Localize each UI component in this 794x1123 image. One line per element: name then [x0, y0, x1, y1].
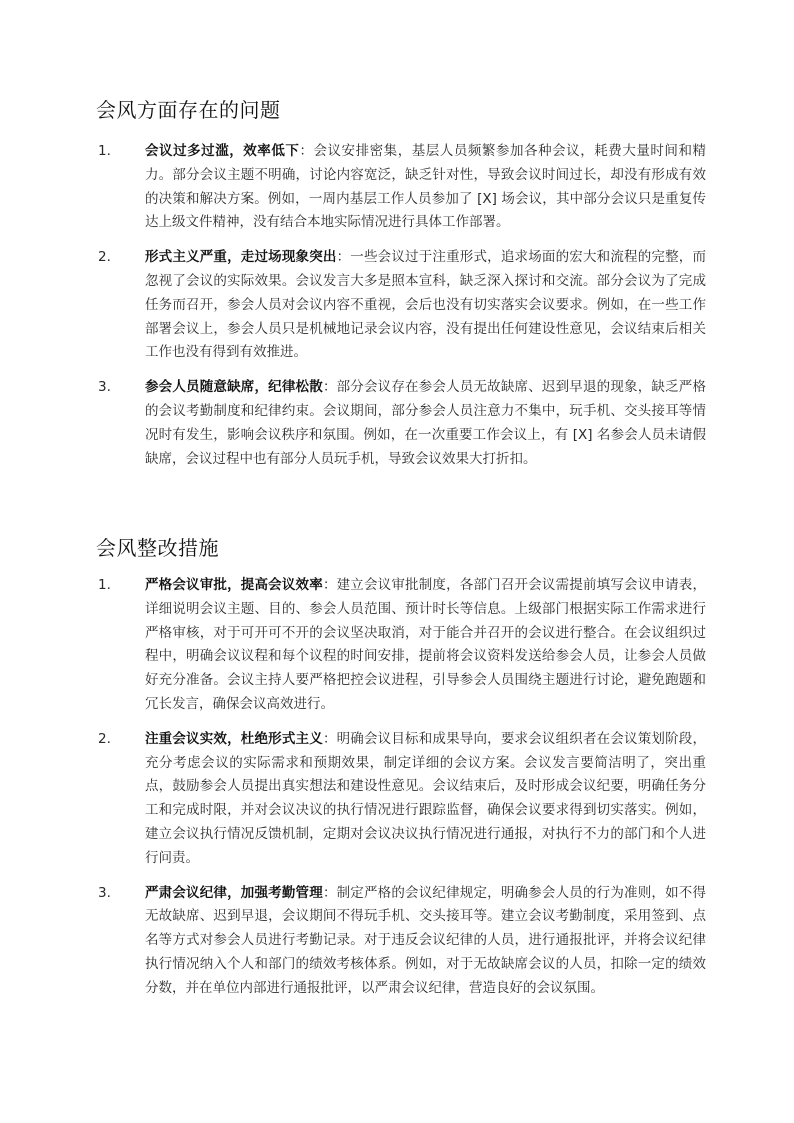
list-item-heading: 严格会议审批，提高会议效率: [145, 577, 323, 593]
section-title-measures: 会风整改措施: [96, 536, 219, 560]
list-item-heading: 参会人员随意缺席，纪律松散: [145, 379, 323, 396]
list-item-number: 1.: [98, 143, 111, 159]
measures-list: [96, 574, 706, 1012]
list-item-text: ：制定严格的会议纪律规定，明确参会人员的行为准则，如不得无故缺席、迟到早退，会议期间不得玩手机、交头接耳等。建立会议考勤制度，采用签到、点名等方式对参会人员进行考勤记录。对于违反会议纪律的人员，进行通报批评，并将会议纪律执行情况纳入个人和部门的绩效考核体系。例如，对于无故缺席会议的人员，扣除一定的绩效分数，并在单位内部进行通报批评，以严肃会议纪律，营造良好的会议氛围。: [145, 884, 706, 996]
list-item-heading: 严肃会议纪律，加强考勤管理: [145, 884, 323, 901]
list-item-number: 2.: [98, 730, 111, 747]
list-item-text: ：建立会议审批制度，各部门召开会议需提前填写会议申请表，详细说明会议主题、目的、参会人员范围、预计时长等信息。上级部门根据实际工作需求进行严格审核，对于可开可不开的会议坚决取消，对于能合并召开的会议进行整合。在会议组织过程中，明确会议议程和每个议程的时间安排，提前将会议资料发送给参会人员，让参会人员做好充分准备。会议主持人要严格把控会议进程，引导参会人员围绕主题进行讨论，避免跑题和冗长发言，确保会议高效进行。: [145, 577, 706, 712]
list-item: [96, 728, 706, 871]
list-item-number: 2.: [98, 249, 111, 266]
list-item-number: 1.: [98, 577, 111, 593]
section-title-problems: 会风方面存在的问题: [96, 98, 281, 122]
list-item-text: ：一些会议过于注重形式，追求场面的宏大和流程的完整，而忽视了会议的实际效果。会议发言大多是照本宣科，缺乏深入探讨和交流。部分会议为了完成任务而召开，参会人员对会议内容不重视，会后也没有切实落实会议要求。例如，在一些工作部署会议上，参会人员只是机械地记录会议内容，没有提出任何建设性意见，会议结束后相关工作也没有得到有效推进。: [145, 249, 706, 361]
list-item: [96, 882, 706, 1001]
list-item: [96, 376, 706, 471]
list-item: [96, 140, 706, 235]
list-item: [96, 574, 706, 717]
list-item-heading: 注重会议实效，杜绝形式主义: [145, 730, 323, 747]
list-item-text: ：部分会议存在参会人员无故缺席、迟到早退的现象，缺乏严格的会议考勤制度和纪律约束。会议期间，部分参会人员注意力不集中，玩手机、交头接耳等情况时有发生，影响会议秩序和氛围。例如，在一次重要工作会议上，有 [X] 名参会人员未请假缺席，会议过程中也有部分人员玩手机，导致会议效果大打折扣。: [145, 379, 706, 467]
list-item-number: 3.: [98, 379, 111, 396]
problems-list: [96, 140, 706, 482]
list-item-text: ：会议安排密集，基层人员频繁参加各种会议，耗费大量时间和精力。部分会议主题不明确，讨论内容宽泛，缺乏针对性，导致会议时间过长，却没有形成有效的决策和解决方案。例如，一周内基层工作人员参加了 [X] 场会议，其中部分会议只是重复传达上级文件精神，没有结合本地实际情况进行具体工作部署。: [145, 143, 707, 231]
list-item-number: 3.: [98, 884, 111, 901]
list-item: [96, 246, 706, 365]
list-item-heading: 形式主义严重，走过场现象突出: [145, 249, 337, 266]
list-item-heading: 会议过多过滥，效率低下: [145, 143, 300, 159]
list-item-text: ：明确会议目标和成果导向，要求会议组织者在会议策划阶段，充分考虑会议的实际需求和预期效果，制定详细的会议方案。会议发言要简洁明了，突出重点，鼓励参会人员提出真实想法和建设性意见。会议结束后，及时形成会议纪要，明确任务分工和完成时限，并对会议决议的执行情况进行跟踪监督，确保会议要求得到切实落实。例如，建立会议执行情况反馈机制，定期对会议决议执行情况进行通报，对执行不力的部门和个人进行问责。: [145, 730, 706, 866]
